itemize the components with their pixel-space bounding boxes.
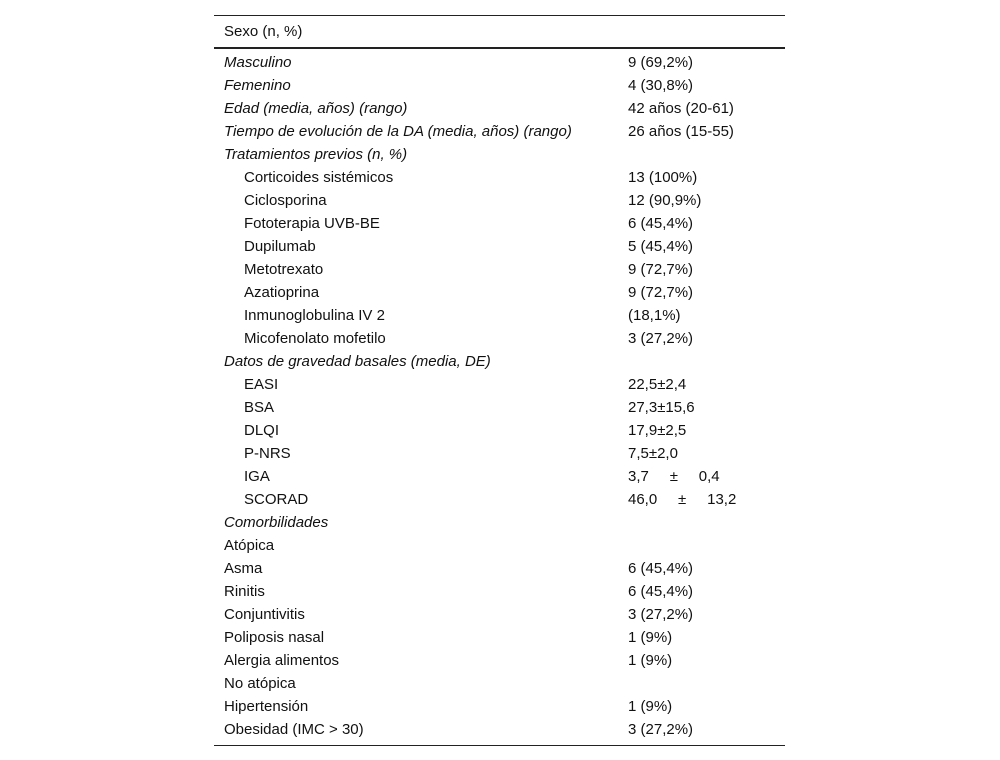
table-header: Sexo (n, %) bbox=[224, 23, 303, 40]
table-row bbox=[214, 580, 785, 603]
table-row bbox=[214, 350, 785, 373]
row-label: Obesidad (IMC > 30) bbox=[224, 721, 364, 738]
row-label: Atópica bbox=[224, 537, 275, 554]
row-value: 13 (100%) bbox=[628, 169, 698, 186]
demographics-table bbox=[214, 15, 785, 746]
table-row bbox=[214, 603, 785, 626]
row-label: DLQI bbox=[244, 422, 280, 439]
table-row bbox=[214, 143, 785, 166]
row-value: 3 (27,2%) bbox=[628, 721, 694, 738]
table-row bbox=[214, 649, 785, 672]
table-row bbox=[214, 465, 785, 488]
table-row bbox=[214, 534, 785, 557]
row-label: Femenino bbox=[224, 77, 291, 94]
row-value: 1 (9%) bbox=[628, 629, 673, 646]
row-label: Tiempo de evolución de la DA (media, años) (rango) bbox=[224, 123, 572, 140]
row-label: BSA bbox=[244, 399, 275, 416]
table-row bbox=[214, 51, 785, 74]
row-value: 9 (69,2%) bbox=[628, 54, 694, 71]
table-row bbox=[214, 258, 785, 281]
row-value bbox=[628, 672, 785, 695]
row-label: IGA bbox=[244, 468, 270, 485]
row-value: 6 (45,4%) bbox=[628, 560, 694, 577]
table-row bbox=[214, 281, 785, 304]
row-label: Asma bbox=[224, 560, 263, 577]
row-value bbox=[628, 534, 785, 557]
row-label: Edad (media, años) (rango) bbox=[224, 100, 408, 117]
table-row bbox=[214, 235, 785, 258]
table-row bbox=[214, 97, 785, 120]
row-label: Tratamientos previos (n, %) bbox=[224, 146, 408, 163]
row-value bbox=[628, 350, 785, 373]
row-label: Conjuntivitis bbox=[224, 606, 305, 623]
table-row bbox=[214, 557, 785, 580]
row-value: 7,5±2,0 bbox=[628, 445, 678, 462]
table-row bbox=[214, 419, 785, 442]
row-value: 42 años (20-61) bbox=[628, 100, 734, 117]
row-label: Metotrexato bbox=[244, 261, 324, 278]
table-row bbox=[214, 511, 785, 534]
table-row bbox=[214, 120, 785, 143]
row-value: 3 (27,2%) bbox=[628, 330, 694, 347]
row-label: Rinitis bbox=[224, 583, 265, 600]
row-label: Masculino bbox=[224, 54, 292, 71]
row-label: Dupilumab bbox=[244, 238, 316, 255]
row-value: 3 (27,2%) bbox=[628, 606, 694, 623]
row-label: Ciclosporina bbox=[244, 192, 327, 209]
table-row bbox=[214, 672, 785, 695]
row-value: 4 (30,8%) bbox=[628, 77, 694, 94]
table-row bbox=[214, 304, 785, 327]
row-label: Corticoides sistémicos bbox=[244, 169, 394, 186]
row-label: Comorbilidades bbox=[224, 514, 329, 531]
table-row bbox=[214, 189, 785, 212]
row-value: 9 (72,7%) bbox=[628, 261, 694, 278]
row-label: Poliposis nasal bbox=[224, 629, 325, 646]
row-value: 1 (9%) bbox=[628, 652, 673, 669]
row-label: EASI bbox=[244, 376, 279, 393]
row-label: Inmunoglobulina IV 2 bbox=[244, 307, 385, 324]
row-value: 3,7 ± 0,4 bbox=[628, 468, 720, 485]
table-bottom-rule bbox=[214, 745, 785, 746]
row-value: 6 (45,4%) bbox=[628, 583, 694, 600]
row-label: Hipertensión bbox=[224, 698, 309, 715]
row-label: No atópica bbox=[224, 675, 296, 692]
row-value: 6 (45,4%) bbox=[628, 215, 694, 232]
row-label: P-NRS bbox=[244, 445, 291, 462]
table-row bbox=[214, 626, 785, 649]
row-label: SCORAD bbox=[244, 491, 309, 508]
table-row bbox=[214, 166, 785, 189]
table-row bbox=[214, 488, 785, 511]
row-label: Alergia alimentos bbox=[224, 652, 340, 669]
table-row bbox=[214, 442, 785, 465]
row-value: 5 (45,4%) bbox=[628, 238, 694, 255]
row-value bbox=[628, 143, 785, 166]
row-value: (18,1%) bbox=[628, 307, 681, 324]
table-row bbox=[214, 396, 785, 419]
row-value: 17,9±2,5 bbox=[628, 422, 687, 439]
row-value: 22,5±2,4 bbox=[628, 376, 687, 393]
row-label: Micofenolato mofetilo bbox=[244, 330, 386, 347]
row-value: 26 años (15-55) bbox=[628, 123, 734, 140]
table-body bbox=[214, 49, 785, 745]
row-value: 9 (72,7%) bbox=[628, 284, 694, 301]
row-value: 1 (9%) bbox=[628, 698, 673, 715]
row-label: Azatioprina bbox=[244, 284, 320, 301]
table-row bbox=[214, 695, 785, 718]
row-value: 12 (90,9%) bbox=[628, 192, 702, 209]
row-value: 46,0 ± 13,2 bbox=[628, 491, 737, 508]
row-label: Datos de gravedad basales (media, DE) bbox=[224, 353, 491, 370]
row-label: Fototerapia UVB-BE bbox=[244, 215, 380, 232]
table-row bbox=[214, 373, 785, 396]
table-row bbox=[214, 212, 785, 235]
table-row bbox=[214, 74, 785, 97]
table-row bbox=[214, 327, 785, 350]
row-value: 27,3±15,6 bbox=[628, 399, 695, 416]
table-row bbox=[214, 718, 785, 741]
row-value bbox=[628, 511, 785, 534]
